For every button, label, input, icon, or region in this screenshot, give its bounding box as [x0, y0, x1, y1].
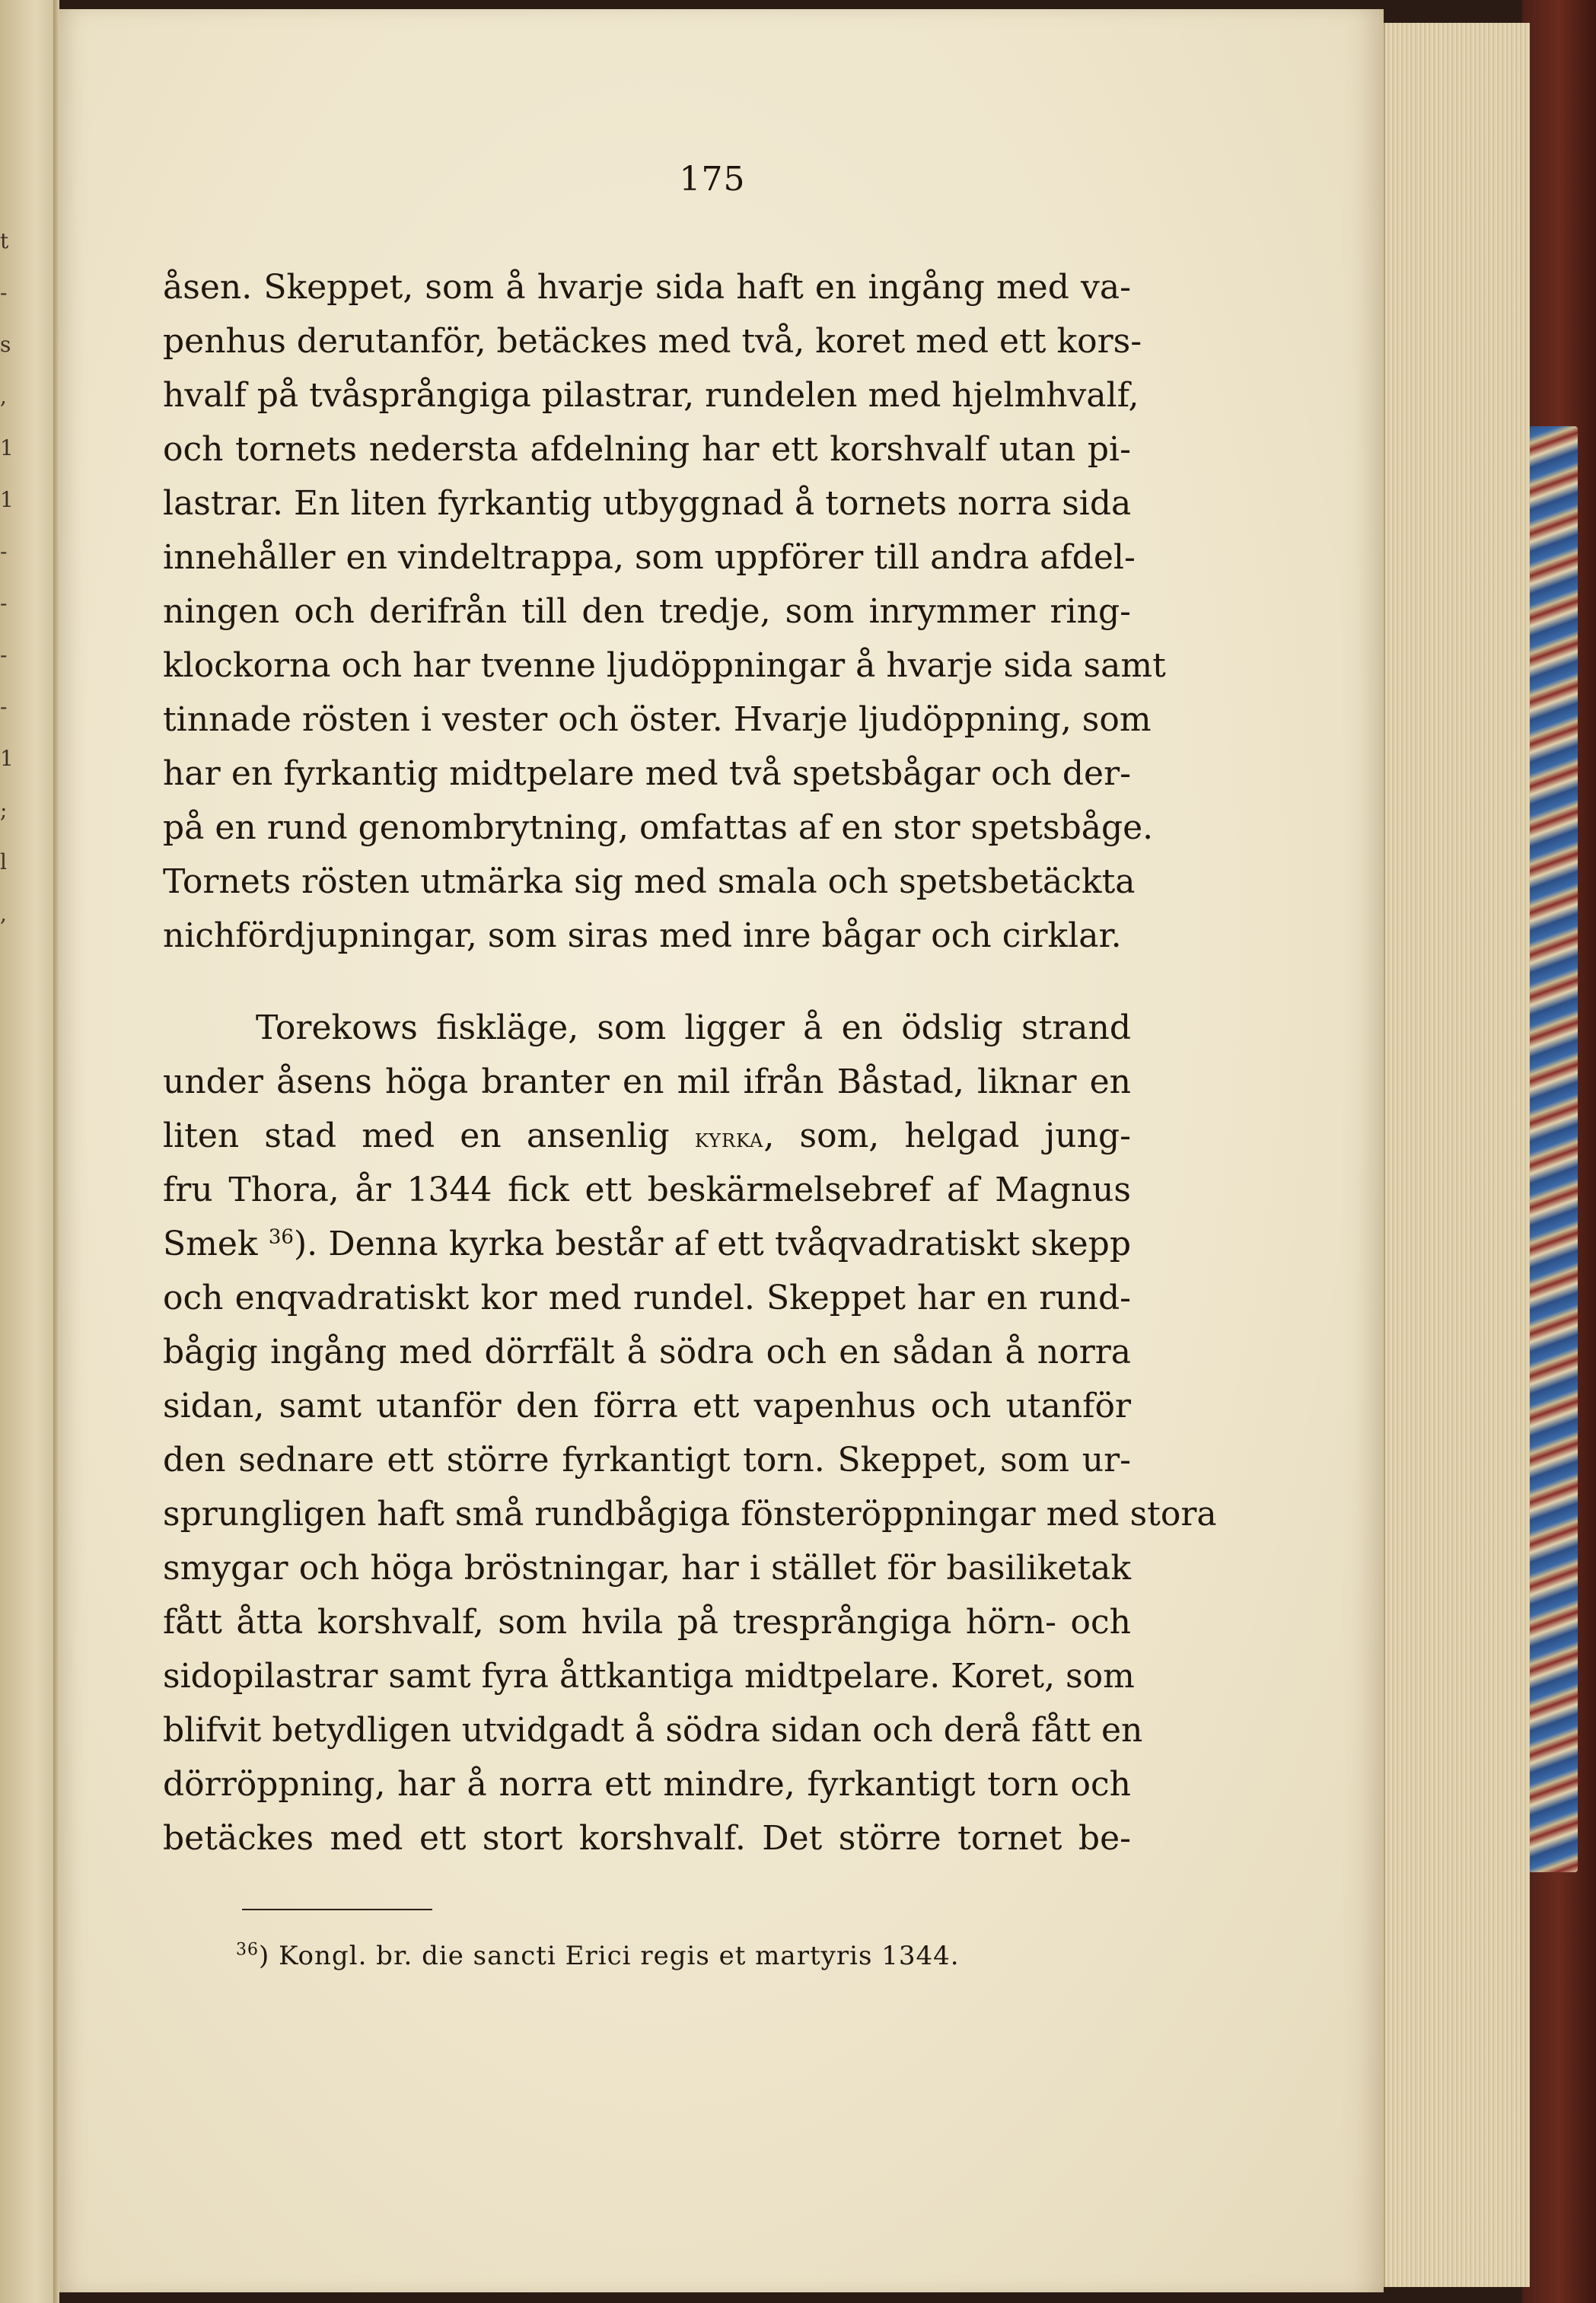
text-line: tinnade rösten i vester och öster. Hvarje ljudöppning, som: [163, 700, 1152, 739]
margin-mark: 1: [0, 487, 14, 512]
margin-mark: -: [0, 591, 8, 616]
text-line: liten stad med en ansenlig kyrka, som, helgad jung-: [163, 1116, 1131, 1155]
text-line: penhus derutanför, betäckes med två, koret med ett kors-: [163, 322, 1142, 361]
text-line: den sednare ett större fyrkantigt torn. Skeppet, som ur-: [163, 1441, 1131, 1480]
text-line: och enqvadratiskt kor med rundel. Skeppet har en rund-: [163, 1279, 1131, 1317]
text-line: under åsens höga branter en mil ifrån Båstad, liknar en: [163, 1062, 1131, 1101]
margin-mark: 1: [0, 746, 14, 771]
footnote-text: ) Kongl. br. die sancti Erici regis et martyris 1344.: [259, 1941, 960, 1971]
book-page: [59, 9, 1384, 2292]
text-line: och tornets nedersta afdelning har ett korshvalf utan pi-: [163, 430, 1131, 469]
book-gutter: [53, 0, 59, 2303]
body-text: [163, 260, 1217, 1865]
text-line: har en fyrkantig midtpelare med två spetsbågar och der-: [163, 754, 1131, 793]
text-line: innehåller en vindeltrappa, som uppförer till andra afdel-: [163, 538, 1136, 577]
text-line: åsen. Skeppet, som å hvarje sida haft en ingång med va-: [163, 268, 1131, 307]
margin-mark: -: [0, 280, 8, 305]
margin-mark: -: [0, 642, 8, 667]
text-line: Tornets rösten utmärka sig med smala och spetsbetäckta: [163, 862, 1136, 901]
margin-mark: ,: [0, 901, 7, 926]
text-line: lastrar. En liten fyrkantig utbyggnad å tornets norra sida: [163, 484, 1132, 523]
text-line: blifvit betydligen utvidgadt å södra sidan och derå fått en: [163, 1711, 1143, 1750]
text-line: dörröppning, har å norra ett mindre, fyrkantigt torn och: [163, 1765, 1131, 1804]
footnote: [236, 1941, 960, 1971]
text-line: betäckes med ett stort korshvalf. Det större tornet be-: [163, 1819, 1131, 1858]
text-line: sidopilastrar samt fyra åttkantiga midtpelare. Koret, som: [163, 1657, 1135, 1696]
page-stack-edge: [1384, 23, 1530, 2287]
paragraph-1: [163, 260, 1166, 963]
text-line: Torekows fiskläge, som ligger å en ödslig strand: [256, 1008, 1131, 1047]
text-line: Smek $^{36}$). Denna kyrka består af ett tvåqvadratiskt skepp: [163, 1225, 1131, 1263]
text-line: ningen och derifrån till den tredje, som inrymmer ring-: [163, 592, 1131, 631]
paragraph-2: [163, 1001, 1217, 1865]
text-line: sprungligen haft små rundbågiga fönsteröppningar med stora: [163, 1495, 1217, 1534]
text-line: bågig ingång med dörrfält å södra och en sådan å norra: [163, 1333, 1131, 1371]
margin-mark: ;: [0, 798, 8, 823]
text-line: hvalf på tvåsprångiga pilastrar, rundelen med hjelmhvalf,: [163, 376, 1139, 415]
text-line: klockorna och har tvenne ljudöppningar å hvarje sida samt: [163, 646, 1166, 685]
page-number: 175: [679, 160, 746, 199]
text-line: nichfördjupningar, som siras med inre bågar och cirklar.: [163, 916, 1122, 955]
small-caps-word: kyrka: [694, 1123, 764, 1154]
footnote-rule: [242, 1909, 432, 1910]
marbled-page-edge: [1528, 426, 1578, 1872]
footnote-marker: 36: [236, 1940, 259, 1960]
margin-mark: 1: [0, 435, 14, 460]
margin-mark: s: [0, 332, 11, 357]
text-line: på en rund genombrytning, omfattas af en stor spetsbåge.: [163, 808, 1154, 847]
margin-mark: ,: [0, 384, 7, 409]
text-line: smygar och höga bröstningar, har i stället för basiliketak: [163, 1549, 1131, 1588]
margin-mark: t: [0, 228, 9, 253]
footnote-reference: 36: [268, 1225, 294, 1249]
left-facing-page: [0, 0, 59, 2303]
text-line: fru Thora, år 1344 fick ett beskärmelsebref af Magnus: [163, 1171, 1131, 1209]
margin-mark: -: [0, 694, 8, 719]
margin-mark: -: [0, 539, 8, 564]
margin-mark: l: [0, 849, 7, 874]
left-margin-marks: [0, 228, 23, 953]
text-line: sidan, samt utanför den förra ett vapenhus och utanför: [163, 1387, 1131, 1425]
text-line: fått åtta korshvalf, som hvila på tresprångiga hörn- och: [163, 1603, 1131, 1642]
